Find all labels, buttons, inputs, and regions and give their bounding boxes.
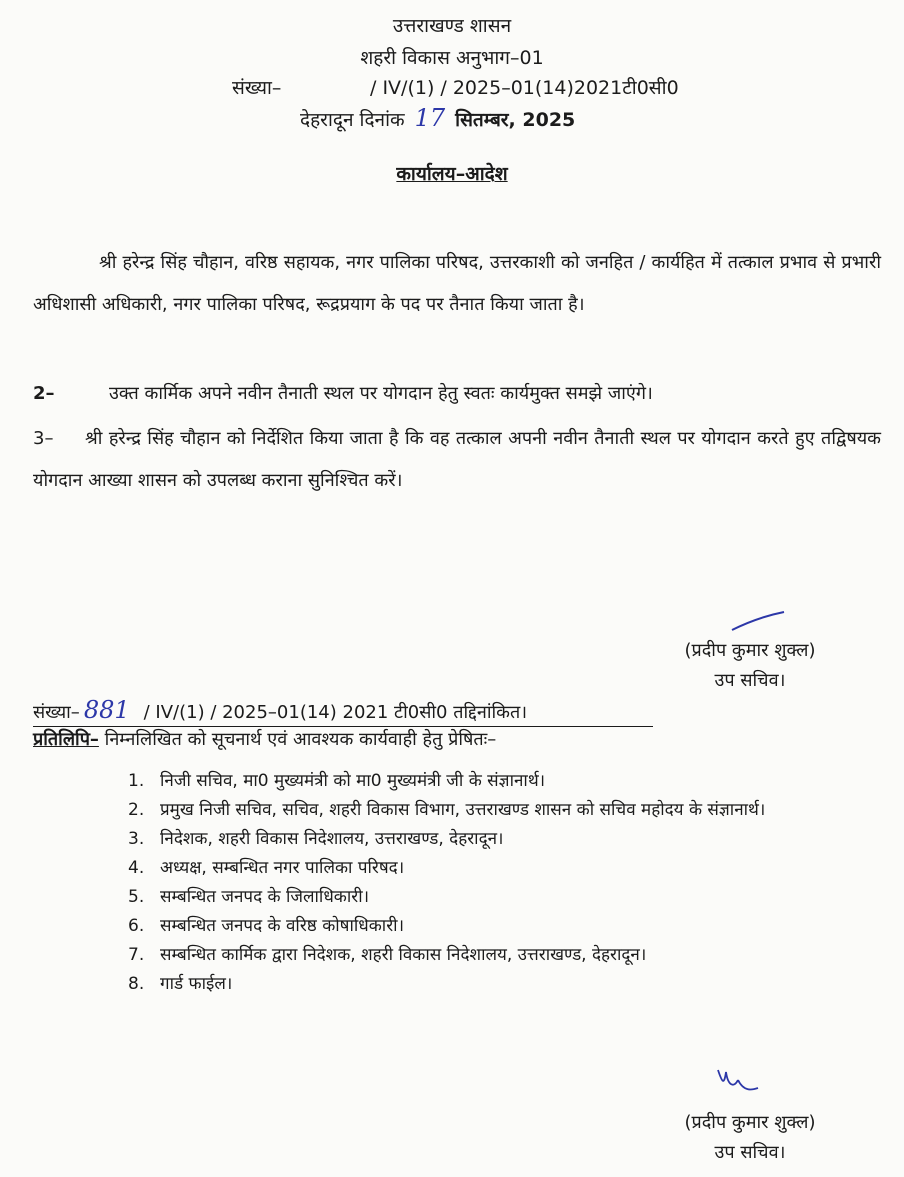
letter-number-ref: / IV/(1) / 2025–01(14)2021टी0सी0 — [370, 77, 679, 99]
order-paragraph-2 — [33, 373, 881, 415]
section-name: शहरी विकास अनुभाग–01 — [360, 47, 544, 69]
paragraph-3-text: श्री हरेन्द्र सिंह चौहान को निर्देशित किया जाता है कि वह तत्काल अपनी नवीन तैनाती स्थल पर योगदान करते हुए तद्विषयक योगदान आख्या शासन को उपलब्ध कराना सुनिश्चित करें। — [33, 428, 881, 491]
date-suffix: सितम्बर, 2025 — [455, 109, 576, 131]
recipient-number: 6. — [128, 916, 145, 936]
recipient-item — [128, 825, 870, 854]
recipient-text: निजी सचिव, मा0 मुख्यमंत्री को मा0 मुख्यमंत्री जी के संज्ञानार्थ। — [160, 771, 546, 791]
signature-mark-1 — [728, 608, 788, 634]
letter-date — [300, 104, 630, 132]
copy-label: प्रतिलिपि– — [33, 729, 99, 750]
copy-text: निम्नलिखित को सूचनार्थ एवं आवश्यक कार्यवाही हेतु प्रेषितः– — [104, 729, 497, 750]
order-paragraph-3 — [33, 418, 881, 502]
recipient-number: 3. — [128, 829, 145, 849]
recipient-text: सम्बन्धित जनपद के वरिष्ठ कोषाधिकारी। — [160, 916, 405, 936]
letter-number-label: संख्या– — [232, 77, 282, 99]
copy-recipient-list — [128, 767, 870, 999]
recipient-text: निदेशक, शहरी विकास निदेशालय, उत्तराखण्ड, देहरादून। — [160, 829, 504, 849]
signatory-designation-2: उप सचिव। — [714, 1142, 786, 1163]
recipient-item — [128, 941, 870, 970]
signatory-name-2: (प्रदीप कुमार शुक्ल) — [684, 1112, 816, 1133]
signature-mark-2 — [712, 1062, 762, 1098]
copy-number-label: संख्या– — [33, 702, 80, 723]
paragraph-2-text: उक्त कार्मिक अपने नवीन तैनाती स्थल पर योगदान हेतु स्वतः कार्यमुक्त समझे जाएंगे। — [109, 383, 653, 404]
copy-number-handwritten: 881 — [83, 696, 130, 724]
recipient-text: प्रमुख निजी सचिव, सचिव, शहरी विकास विभाग, उत्तराखण्ड शासन को सचिव महोदय के संज्ञानार्थ। — [160, 800, 766, 820]
recipient-item — [128, 970, 870, 999]
recipient-text: अध्यक्ष, सम्बन्धित नगर पालिका परिषद। — [160, 858, 405, 878]
government-name: उत्तराखण्ड शासन — [392, 15, 512, 37]
copy-number-line — [33, 696, 653, 727]
recipient-item — [128, 912, 870, 941]
copy-number-ref: / IV/(1) / 2025–01(14) 2021 टी0सी0 तद्दिनांकित। — [143, 702, 528, 723]
date-day-handwritten: 17 — [414, 104, 446, 132]
recipient-number: 2. — [128, 800, 145, 820]
recipient-item — [128, 796, 870, 825]
order-paragraph-1: श्री हरेन्द्र सिंह चौहान, वरिष्ठ सहायक, नगर पालिका परिषद, उत्तरकाशी को जनहित / कार्यहित में तत्काल प्रभाव से प्रभारी अधिशासी अधिकारी, नगर पालिका परिषद, रूद्रप्रयाग के पद पर तैनात किया जाता है। — [33, 252, 881, 315]
recipient-item — [128, 767, 870, 796]
recipient-number: 5. — [128, 887, 145, 907]
date-prefix: देहरादून दिनांक — [300, 109, 405, 131]
signatory-name-1: (प्रदीप कुमार शुक्ल) — [684, 640, 816, 661]
recipient-number: 4. — [128, 858, 145, 878]
paragraph-3-number: 3– — [33, 428, 54, 449]
recipient-text: गार्ड फाईल। — [160, 974, 233, 994]
recipient-number: 1. — [128, 771, 145, 791]
recipient-text: सम्बन्धित कार्मिक द्वारा निदेशक, शहरी विकास निदेशालय, उत्तराखण्ड, देहरादून। — [160, 945, 647, 965]
order-title: कार्यालय–आदेश — [396, 163, 508, 185]
recipient-number: 7. — [128, 945, 145, 965]
recipient-item — [128, 883, 870, 912]
recipient-text: सम्बन्धित जनपद के जिलाधिकारी। — [160, 887, 370, 907]
recipient-item — [128, 854, 870, 883]
signatory-designation-1: उप सचिव। — [714, 670, 786, 691]
copy-line — [33, 727, 873, 751]
recipient-number: 8. — [128, 974, 145, 994]
paragraph-2-number: 2– — [33, 383, 55, 404]
